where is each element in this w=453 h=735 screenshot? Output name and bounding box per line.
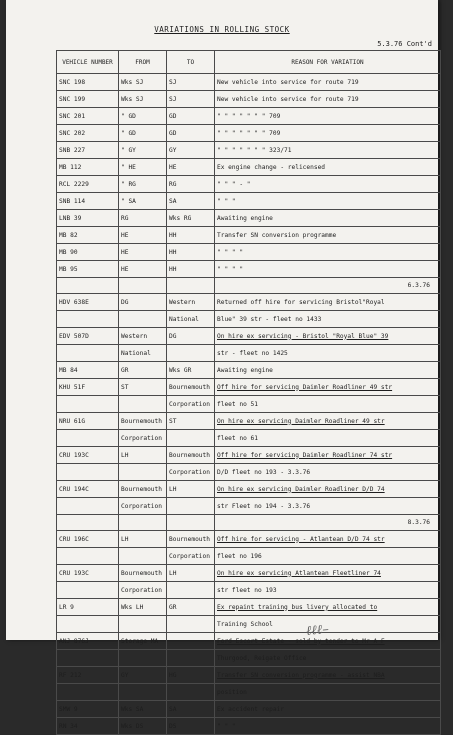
- vehicle-cell: SNB 227: [57, 142, 119, 159]
- date-row: [57, 515, 441, 531]
- vehicle-cell: MB 82: [57, 227, 119, 244]
- vehicle-cell: NRU 61G: [57, 413, 119, 430]
- reason-cell: Awaiting engine: [215, 362, 441, 379]
- vehicle-cell: SNC 199: [57, 91, 119, 108]
- table-header-row: [57, 51, 441, 74]
- to-cell: SJ: [167, 74, 215, 91]
- table-row: [57, 108, 441, 125]
- table-row: [57, 413, 441, 430]
- to-cell: [167, 650, 215, 667]
- table-row: [57, 210, 441, 227]
- rolling-stock-table: [56, 50, 441, 735]
- table-row: [57, 430, 441, 447]
- to-cell: Wks GR: [167, 362, 215, 379]
- reason-cell: New vehicle into service for route 719: [215, 74, 441, 91]
- from-cell: " SA: [119, 193, 167, 210]
- from-cell: ST: [119, 379, 167, 396]
- table-row: [57, 74, 441, 91]
- table-row: [57, 244, 441, 261]
- header-to: TO: [167, 51, 215, 74]
- vehicle-cell: CRU 196C: [57, 531, 119, 548]
- vehicle-cell: EDV 507D: [57, 328, 119, 345]
- table-row: [57, 447, 441, 464]
- empty-cell: [57, 278, 119, 294]
- to-cell: SA: [167, 701, 215, 718]
- vehicle-cell: MB 84: [57, 362, 119, 379]
- reason-cell: Ex repaint training bus livery allocated to: [215, 599, 441, 616]
- reason-cell: str Fleet no 194 - 3.3.76: [215, 498, 441, 515]
- reason-cell: str fleet no 193: [215, 582, 441, 599]
- from-cell: Bournemouth: [119, 481, 167, 498]
- table-row: [57, 616, 441, 633]
- from-cell: Corporation: [119, 582, 167, 599]
- reason-cell: Off hire for servicing Daimler Roadliner 74 str: [215, 447, 441, 464]
- from-cell: Corporation: [119, 430, 167, 447]
- empty-cell: [119, 278, 167, 294]
- vehicle-cell: LNB 39: [57, 210, 119, 227]
- to-cell: GD: [167, 108, 215, 125]
- to-cell: [167, 633, 215, 650]
- from-cell: " RG: [119, 176, 167, 193]
- vehicle-cell: [57, 396, 119, 413]
- from-cell: Corporation: [119, 498, 167, 515]
- table-row: [57, 582, 441, 599]
- header-vehicle-number: VEHICLE NUMBER: [57, 51, 119, 74]
- table-row: [57, 142, 441, 159]
- to-cell: HH: [167, 244, 215, 261]
- vehicle-cell: CRU 193C: [57, 447, 119, 464]
- vehicle-cell: [57, 498, 119, 515]
- table-row: [57, 311, 441, 328]
- reason-cell: Awaiting engine: [215, 210, 441, 227]
- to-cell: [167, 498, 215, 515]
- reason-cell: " " " " " " " 709: [215, 108, 441, 125]
- table-row: [57, 684, 441, 701]
- vehicle-cell: HDV 638E: [57, 294, 119, 311]
- vehicle-cell: [57, 616, 119, 633]
- from-cell: HE: [119, 227, 167, 244]
- reason-cell: Ex accident repair: [215, 701, 441, 718]
- table-row: [57, 701, 441, 718]
- table-row: [57, 362, 441, 379]
- vehicle-cell: RN 34: [57, 718, 119, 735]
- to-cell: Western: [167, 294, 215, 311]
- empty-cell: [167, 515, 215, 531]
- to-cell: SA: [167, 193, 215, 210]
- reason-cell: Training School: [215, 616, 441, 633]
- from-cell: RG: [119, 210, 167, 227]
- from-cell: DG: [119, 294, 167, 311]
- from-cell: HE: [119, 244, 167, 261]
- date-cell: 6.3.76: [215, 278, 441, 294]
- reason-cell: Thurgood, Reigate Office: [215, 650, 441, 667]
- from-cell: [119, 396, 167, 413]
- reason-cell: Ford Escort Estate - sold by tender to Mr A F: [215, 633, 441, 650]
- reason-cell: On hire ex servicing Daimler Roadliner 49 str: [215, 413, 441, 430]
- from-cell: " HE: [119, 159, 167, 176]
- to-cell: [167, 582, 215, 599]
- to-cell: GY: [167, 142, 215, 159]
- vehicle-cell: SNC 202: [57, 125, 119, 142]
- reason-cell: fleet no 196: [215, 548, 441, 565]
- to-cell: National: [167, 311, 215, 328]
- from-cell: Wks SJ: [119, 74, 167, 91]
- empty-cell: [167, 278, 215, 294]
- to-cell: [167, 684, 215, 701]
- table-row: [57, 261, 441, 278]
- document-title: VARIATIONS IN ROLLING STOCK: [154, 25, 290, 34]
- table-row: [57, 498, 441, 515]
- to-cell: Wks RG: [167, 210, 215, 227]
- signature-scribble: ℓℓℓ–: [305, 622, 330, 639]
- reason-cell: " " " ": [215, 261, 441, 278]
- vehicle-cell: MB 90: [57, 244, 119, 261]
- vehicle-cell: SNB 114: [57, 193, 119, 210]
- document-page: [6, 0, 438, 730]
- table-row: [57, 91, 441, 108]
- table-row: [57, 599, 441, 616]
- from-cell: GY: [119, 667, 167, 684]
- reason-cell: str - fleet no 1425: [215, 345, 441, 362]
- reason-cell: " " " ": [215, 244, 441, 261]
- table-row: [57, 481, 441, 498]
- vehicle-cell: [57, 650, 119, 667]
- table-row: [57, 125, 441, 142]
- table-row: [57, 531, 441, 548]
- to-cell: HG: [167, 667, 215, 684]
- table-row: [57, 379, 441, 396]
- vehicle-cell: [57, 430, 119, 447]
- from-cell: [119, 464, 167, 481]
- to-cell: Bournemouth: [167, 447, 215, 464]
- to-cell: Corporation: [167, 548, 215, 565]
- vehicle-cell: LR 9: [57, 599, 119, 616]
- to-cell: ST: [167, 413, 215, 430]
- from-cell: Storage MA: [119, 633, 167, 650]
- from-cell: Western: [119, 328, 167, 345]
- vehicle-cell: CRU 193C: [57, 565, 119, 582]
- vehicle-cell: [57, 582, 119, 599]
- table-row: [57, 396, 441, 413]
- vehicle-cell: [57, 548, 119, 565]
- vehicle-cell: SMW 9: [57, 701, 119, 718]
- to-cell: SJ: [167, 91, 215, 108]
- from-cell: LH: [119, 531, 167, 548]
- to-cell: [167, 345, 215, 362]
- to-cell: [167, 616, 215, 633]
- vehicle-cell: SNC 201: [57, 108, 119, 125]
- continuation-date: 5.3.76 Cont'd: [377, 40, 432, 48]
- reason-cell: Transfer SN conversion programme - assist NBA: [215, 667, 441, 684]
- from-cell: Wks SJ: [119, 91, 167, 108]
- from-cell: LH: [119, 447, 167, 464]
- date-cell: 8.3.76: [215, 515, 441, 531]
- reason-cell: " " " - ": [215, 176, 441, 193]
- to-cell: RG: [167, 176, 215, 193]
- reason-cell: Ex engine change - relicensed: [215, 159, 441, 176]
- from-cell: National: [119, 345, 167, 362]
- vehicle-cell: [57, 684, 119, 701]
- date-row: [57, 278, 441, 294]
- table-row: [57, 345, 441, 362]
- reason-cell: " " ": [215, 193, 441, 210]
- table-row: [57, 176, 441, 193]
- from-cell: Bournemouth: [119, 413, 167, 430]
- reason-cell: New vehicle into service for route 719: [215, 91, 441, 108]
- to-cell: HH: [167, 227, 215, 244]
- reason-cell: " " " " " " " 323/71: [215, 142, 441, 159]
- to-cell: Corporation: [167, 464, 215, 481]
- to-cell: Bournemouth: [167, 379, 215, 396]
- reason-cell: " " " " " " " 709: [215, 125, 441, 142]
- to-cell: DG: [167, 328, 215, 345]
- from-cell: [119, 616, 167, 633]
- from-cell: GR: [119, 362, 167, 379]
- table-row: [57, 294, 441, 311]
- vehicle-cell: RF 212: [57, 667, 119, 684]
- vehicle-cell: KHU 51F: [57, 379, 119, 396]
- table-row: [57, 650, 441, 667]
- from-cell: Wks DS: [119, 718, 167, 735]
- to-cell: Bournemouth: [167, 531, 215, 548]
- reason-cell: position: [215, 684, 441, 701]
- to-cell: GR: [167, 599, 215, 616]
- from-cell: [119, 311, 167, 328]
- from-cell: " GD: [119, 108, 167, 125]
- to-cell: [167, 430, 215, 447]
- to-cell: Corporation: [167, 396, 215, 413]
- table-row: [57, 667, 441, 684]
- to-cell: LH: [167, 481, 215, 498]
- from-cell: " GD: [119, 125, 167, 142]
- reason-cell: Transfer SN conversion programme: [215, 227, 441, 244]
- from-cell: Wks LH: [119, 599, 167, 616]
- table-row: [57, 565, 441, 582]
- table-row: [57, 328, 441, 345]
- vehicle-cell: SNC 198: [57, 74, 119, 91]
- reason-cell: Returned off hire for servicing Bristol"Royal: [215, 294, 441, 311]
- header-reason: REASON FOR VARIATION: [215, 51, 441, 74]
- reason-cell: " " ": [215, 718, 441, 735]
- table-body: [57, 74, 441, 735]
- from-cell: HE: [119, 261, 167, 278]
- reason-cell: fleet no 51: [215, 396, 441, 413]
- table-row: [57, 633, 441, 650]
- from-cell: " GY: [119, 142, 167, 159]
- reason-cell: On hire ex servicing Daimler Roadliner D/D 74: [215, 481, 441, 498]
- table-row: [57, 718, 441, 735]
- table-row: [57, 193, 441, 210]
- vehicle-cell: [57, 464, 119, 481]
- from-cell: [119, 650, 167, 667]
- vehicle-cell: ANJ 876J: [57, 633, 119, 650]
- table-row: [57, 227, 441, 244]
- from-cell: Wks SA: [119, 701, 167, 718]
- vehicle-cell: CRU 194C: [57, 481, 119, 498]
- reason-cell: fleet no 61: [215, 430, 441, 447]
- from-cell: [119, 684, 167, 701]
- header-from: FROM: [119, 51, 167, 74]
- reason-cell: On hire ex servicing Atlantean Fleetliner 74: [215, 565, 441, 582]
- empty-cell: [57, 515, 119, 531]
- vehicle-cell: MB 95: [57, 261, 119, 278]
- table-row: [57, 464, 441, 481]
- to-cell: HH: [167, 261, 215, 278]
- table-row: [57, 548, 441, 565]
- reason-cell: Off hire for servicing - Atlantean D/D 74 str: [215, 531, 441, 548]
- to-cell: DS: [167, 718, 215, 735]
- reason-cell: D/D fleet no 193 - 3.3.76: [215, 464, 441, 481]
- vehicle-cell: RCL 2229: [57, 176, 119, 193]
- to-cell: GD: [167, 125, 215, 142]
- vehicle-cell: MB 112: [57, 159, 119, 176]
- table-row: [57, 159, 441, 176]
- to-cell: HE: [167, 159, 215, 176]
- reason-cell: Off hire for servicing Daimler Roadliner 49 str: [215, 379, 441, 396]
- reason-cell: On hire ex servicing - Bristol "Royal Blue" 39: [215, 328, 441, 345]
- vehicle-cell: [57, 311, 119, 328]
- empty-cell: [119, 515, 167, 531]
- reason-cell: Blue" 39 str - fleet no 1433: [215, 311, 441, 328]
- from-cell: [119, 548, 167, 565]
- to-cell: LH: [167, 565, 215, 582]
- vehicle-cell: [57, 345, 119, 362]
- from-cell: Bournemouth: [119, 565, 167, 582]
